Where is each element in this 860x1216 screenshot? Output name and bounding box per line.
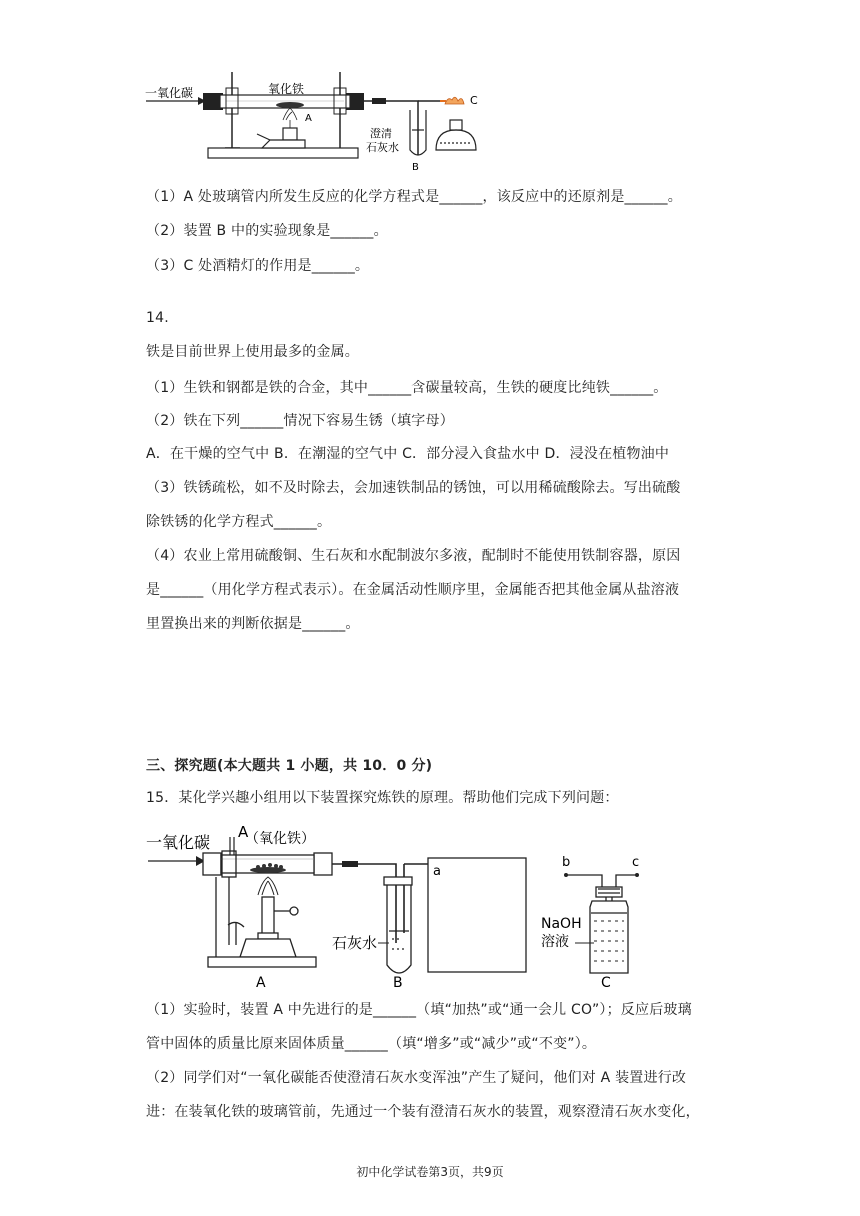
q14-part2: （2）铁在下列______情况下容易生锈（填字母） [146, 413, 454, 429]
q14-part1: （1）生铁和钢都是铁的合金，其中______含碳量较高，生铁的硬度比纯铁______。 [146, 380, 668, 396]
q14-part4a: （4）农业上常用硫酸铜、生石灰和水配制波尔多液，配制时不能使用铁制容器，原因 [146, 548, 681, 564]
q14-number: 14. [146, 310, 169, 326]
fig1-spirit-lamp [436, 120, 476, 150]
fig2-port-b: b [562, 855, 571, 870]
fig2-label-c: C [601, 975, 611, 990]
figure-2-apparatus [0, 815, 860, 990]
fig2-fe2o3-label: （氧化铁） [245, 831, 315, 847]
section-3-heading: 三、探究题(本大题共 1 小题，共 10．0 分) [146, 758, 433, 774]
fig1-label-a: A [305, 113, 312, 124]
q14-part4b: 是______（用化学方程式表示）。在金属活动性顺序里，金属能否把其他金属从盐溶液 [146, 582, 680, 598]
q14-part4c: 里置换出来的判断依据是______。 [146, 616, 360, 632]
q15-part1a: （1）实验时，装置 A 中先进行的是______（填“加热”或“通一会儿 CO”）；反应后玻璃 [146, 1002, 692, 1018]
fig2-burner [240, 897, 298, 957]
fig2-a-probe [230, 837, 234, 855]
q13-part2: （2）装置 B 中的实验现象是______。 [146, 223, 388, 239]
page-footer: 初中化学试卷第3页，共9页 [356, 1165, 504, 1179]
fig2-naoh-line2: 溶液 [541, 934, 569, 950]
fig1-base [208, 148, 358, 158]
q15-part2b: 进：在装氧化铁的玻璃管前，先通过一个装有澄清石灰水的装置，观察澄清石灰水变化， [146, 1104, 700, 1120]
q14-part3a: （3）铁锈疏松，如不及时除去，会加速铁制品的锈蚀，可以用稀硫酸除去。写出硫酸 [146, 480, 681, 496]
fig2-box-a [428, 858, 526, 972]
fig2-left-stopper [203, 853, 221, 875]
fig1-label-c: C [470, 94, 478, 107]
q13-part3: （3）C 处酒精灯的作用是______。 [146, 258, 370, 274]
fig2-test-tube-b [384, 877, 412, 973]
fig1-burner [257, 128, 305, 148]
fig2-valve [228, 922, 244, 945]
q15-part2a: （2）同学们对“一氧化碳能否使澄清石灰水变浑浊”产生了疑问，他们对 A 装置进行改 [146, 1070, 687, 1086]
figure-1-apparatus [0, 0, 860, 175]
fig2-naoh-line1: NaOH [541, 916, 582, 932]
fig2-label-b: B [393, 975, 403, 990]
fig2-label-a-top: A [238, 823, 249, 841]
fig1-label-b: B [412, 162, 419, 173]
fig2-outlet-tube [332, 864, 428, 943]
q15-intro: 15．某化学兴趣小组用以下装置探究炼铁的原理。帮助他们完成下列问题： [146, 790, 619, 806]
fig1-limewater-1: 澄清 [370, 127, 392, 140]
fig1-powder [276, 102, 304, 108]
fig1-fe2o3-label: 氧化铁 [268, 82, 305, 96]
fig1-flame [283, 108, 297, 128]
fig2-port-c: c [632, 855, 640, 870]
fig2-flame [258, 877, 278, 895]
q14-intro: 铁是目前世界上使用最多的金属。 [146, 344, 359, 360]
q14-part3b: 除铁锈的化学方程式______。 [146, 514, 332, 530]
fig1-lamp-flame [440, 97, 464, 104]
q14-options: A．在干燥的空气中 B．在潮湿的空气中 C．部分浸入食盐水中 D．浸没在植物油中 [146, 446, 670, 462]
fig2-box-a-label: a [433, 864, 441, 879]
fig2-co-label: 一氧化碳 [146, 833, 211, 852]
q13-part1: （1）A 处玻璃管内所发生反应的化学方程式是______，该反应中的还原剂是______。 [146, 189, 682, 205]
fig1-limewater-2: 石灰水 [366, 141, 399, 154]
q15-part1b: 管中固体的质量比原来固体质量______（填“增多”或“减少”或“不变”）。 [146, 1036, 597, 1052]
fig1-co-label: 一氧化碳 [145, 86, 194, 100]
fig2-label-a-bottom: A [256, 975, 266, 990]
fig2-limewater-label: 石灰水 [332, 934, 378, 952]
fig2-right-stopper [314, 853, 332, 875]
